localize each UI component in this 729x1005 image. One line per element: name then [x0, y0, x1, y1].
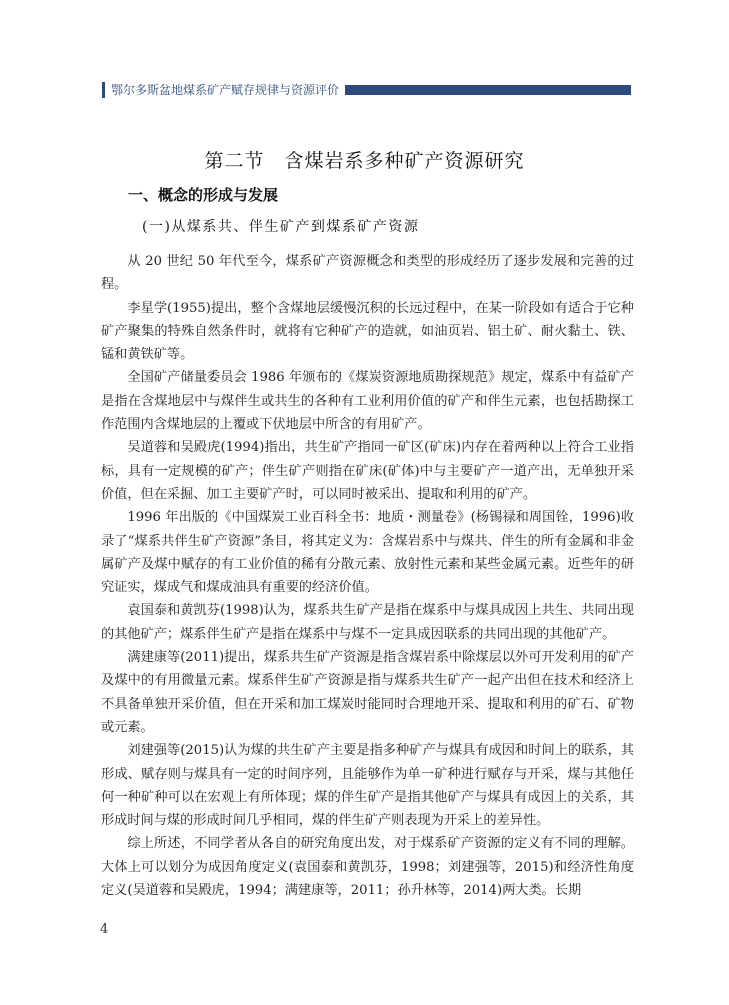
paragraph: 综上所述，不同学者从各自的研究角度出发，对于煤系矿产资源的定义有不同的理解。大体上可以划分为成因角度定义(袁国泰和黄凯芬，1998；刘建强等，2015)和经济性角度定义(吴道蓉和吴殿虎，1994；满建康等，2011；孙升林等，2014)两大类。长期	[101, 836, 634, 899]
header-bar	[345, 85, 631, 95]
paragraph: 李星学(1955)提出，整个含煤地层缓慢沉积的长远过程中，在某一阶段如有适合于它种矿产聚集的特殊自然条件时，就将有它种矿产的造就，如油页岩、铝土矿、耐火黏土、铁、锰和黄铁矿等。	[101, 300, 634, 363]
body-text	[101, 250, 634, 902]
header-left-rule	[102, 82, 105, 98]
heading-level-2: (一)从煤系共、伴生矿产到煤系矿产资源	[142, 219, 420, 235]
paragraph: 从 20 世纪 50 年代至今，煤系矿产资源概念和类型的形成经历了逐步发展和完善的过程。	[101, 254, 634, 293]
paragraph: 吴道蓉和吴殿虎(1994)指出，共生矿产指同一矿区(矿床)内存在着两种以上符合工业指标，具有一定规模的矿产；伴生矿产则指在矿床(矿体)中与主要矿产一道产出，无单独开采价值，但在采掘、加工主要矿产时，可以同时被采出、提取和利用的矿产。	[101, 440, 634, 502]
paragraph: 1996 年出版的《中国煤炭工业百科全书：地质・测量卷》(杨锡禄和周国铨，1996)收录了“煤系共伴生矿产资源”条目，将其定义为：含煤岩系中与煤共、伴生的所有金属和非金属矿产及煤中赋存的有工业价值的稀有分散元素、放射性元素和某些金属元素。近些年的研究证实，煤成气和煤成油具有重要的经济价值。	[101, 510, 634, 596]
paragraph: 满建康等(2011)提出，煤系共生矿产资源是指含煤岩系中除煤层以外可开发利用的矿产及煤中的有用微量元素。煤系伴生矿产资源是指与煤系共生矿产一起产出但在技术和经济上不具备单独开采价值，但在开采和加工煤炭时能同时合理地开采、提取和利用的矿石、矿物或元素。	[101, 650, 634, 735]
section-title: 第二节 含煤岩系多种矿产资源研究	[204, 150, 525, 172]
running-title: 鄂尔多斯盆地煤系矿产赋存规律与资源评价	[111, 83, 340, 97]
paragraph: 全国矿产储量委员会 1986 年颁布的《煤炭资源地质勘探规范》规定，煤系中有益矿产是指在含煤地层中与煤伴生或共生的各种有工业利用价值的矿产和伴生元素，也包括勘探工作范围内含煤地层的上覆或下伏地层中所含的有用矿产。	[101, 370, 634, 433]
paragraph: 袁国泰和黄凯芬(1998)认为，煤系共生矿产是指在煤系中与煤具成因上共生、共同出现的其他矿产；煤系伴生矿产是指在煤系中与煤不一定具成因联系的共同出现的其他矿产。	[101, 603, 634, 642]
paragraph: 刘建强等(2015)认为煤的共生矿产主要是指多种矿产与煤具有成因和时间上的联系，其形成、赋存则与煤具有一定的时间序列，且能够作为单一矿种进行赋存与开采，煤与其他任何一种矿种可以在宏观上有所体现；煤的伴生矿产是指其他矿产与煤具有成因上的关系，其形成时间与煤的形成时间几乎相同，煤的伴生矿产则表现为开采上的差异性。	[101, 743, 634, 829]
running-header	[102, 82, 631, 98]
page-number: 4	[100, 922, 109, 937]
heading-level-1: 一、概念的形成与发展	[128, 186, 279, 204]
